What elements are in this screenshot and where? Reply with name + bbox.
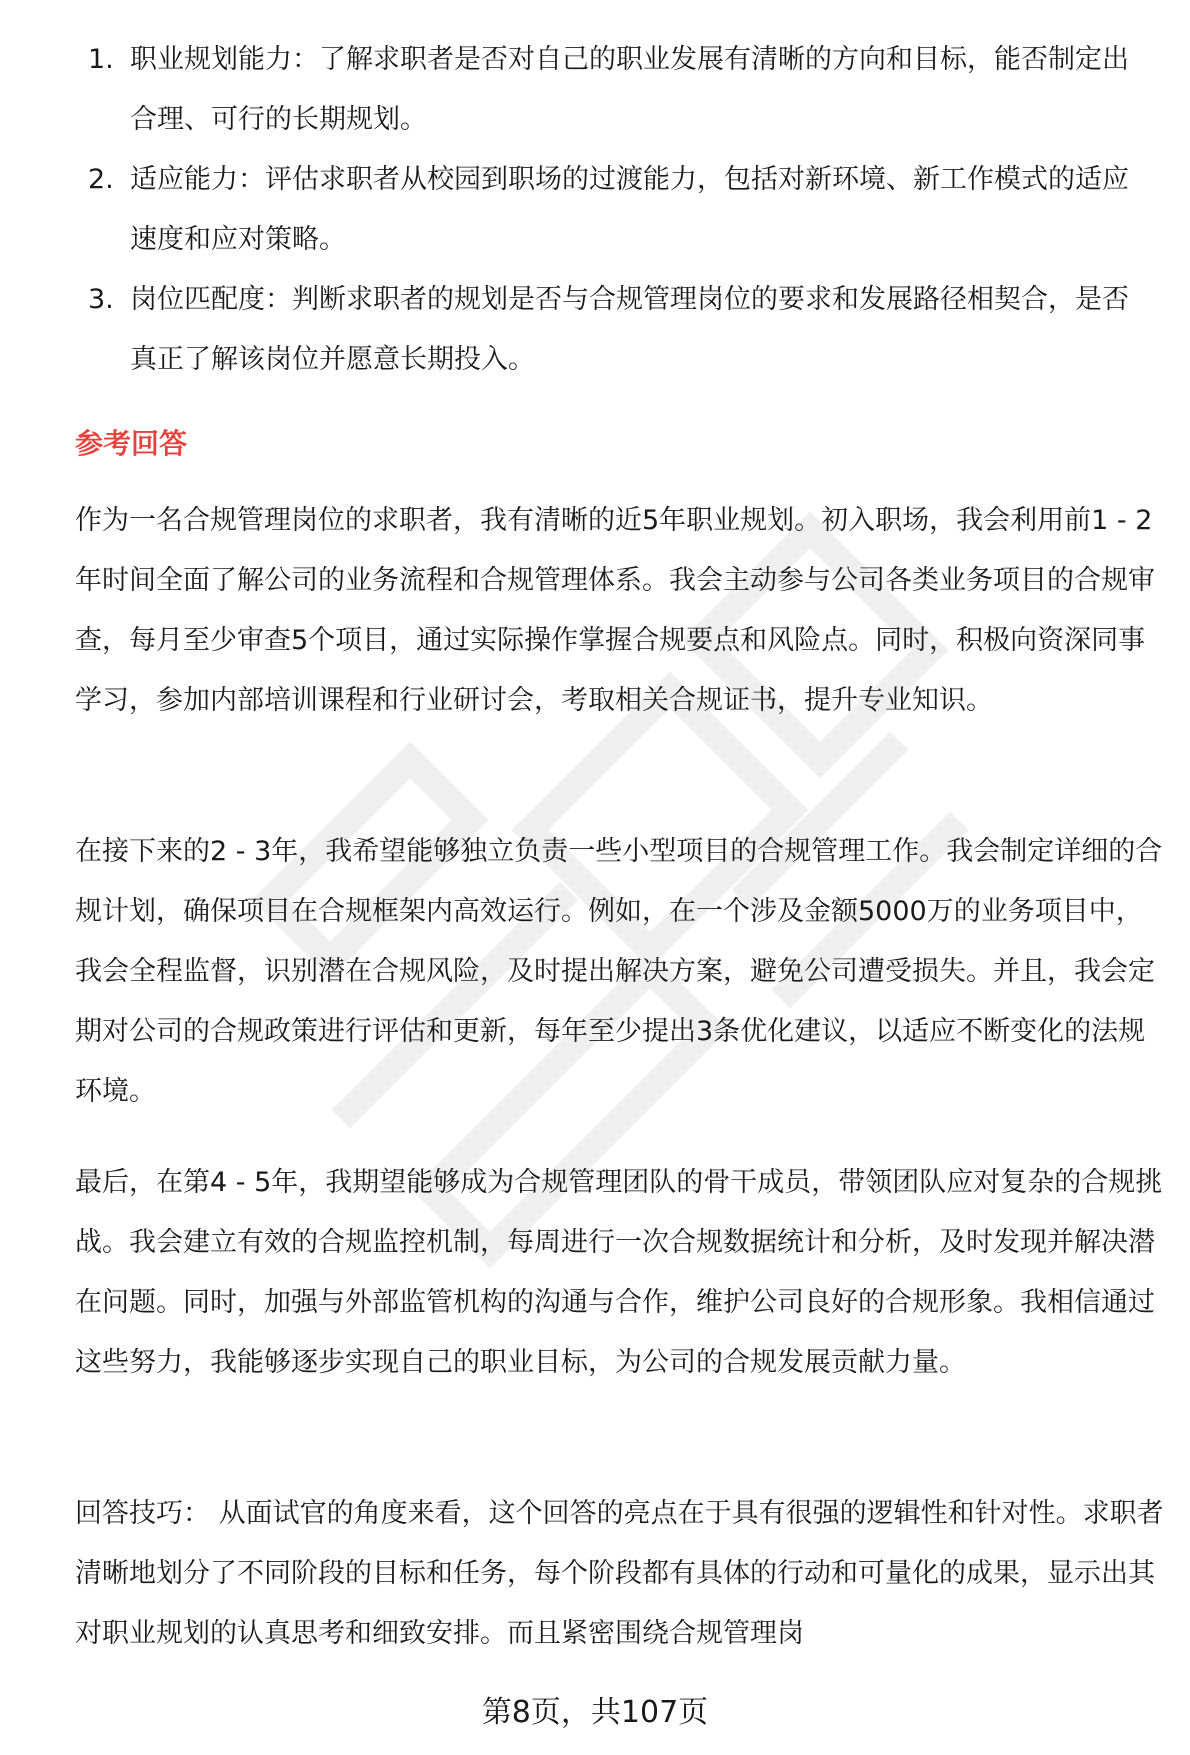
criteria-item bbox=[88, 30, 1148, 150]
criteria-item bbox=[88, 270, 1148, 390]
page-footer bbox=[0, 1683, 1190, 1743]
criteria-number: 2. bbox=[88, 164, 114, 195]
criteria-text: 职业规划能力：了解求职者是否对自己的职业发展有清晰的方向和目标，能否制定出合理、可行的长期规划。 bbox=[130, 44, 1129, 135]
answer-paragraph: 在接下来的2 - 3年，我希望能够独立负责一些小型项目的合规管理工作。我会制定详细的合规计划，确保项目在合规框架内高效运行。例如，在一个涉及金额5000万的业务项目中，我会全程监督，识别潜在合规风险，及时提出解决方案，避免公司遭受损失。并且，我会定期对公司的合规政策进行评估和更新，每年至少提出3条优化建议，以适应不断变化的法规环境。 bbox=[75, 836, 1163, 1107]
page-number-label: 第8页，共107页 bbox=[481, 1695, 709, 1730]
criteria-number: 3. bbox=[88, 284, 114, 315]
answer-tips-paragraph: 回答技巧： 从面试官的角度来看，这个回答的亮点在于具有很强的逻辑性和针对性。求职者清晰地划分了不同阶段的目标和任务，每个阶段都有具体的行动和可量化的成果，显示出其对职业规划的认真思考和细致安排。而且紧密围绕合规管理岗 bbox=[75, 1498, 1164, 1649]
criteria-item bbox=[88, 150, 1148, 270]
reference-answer-heading: 参考回答 bbox=[75, 427, 188, 460]
answer-paragraph: 作为一名合规管理岗位的求职者，我有清晰的近5年职业规划。初入职场，我会利用前1 - 2年时间全面了解公司的业务流程和合规管理体系。我会主动参与公司各类业务项目的合规审查，每月至少审查5个项目，通过实际操作掌握合规要点和风险点。同时，积极向资深同事学习，参加内部培训课程和行业研讨会，考取相关合规证书，提升专业知识。 bbox=[75, 505, 1155, 716]
criteria-number: 1. bbox=[88, 44, 114, 75]
criteria-text: 岗位匹配度：判断求职者的规划是否与合规管理岗位的要求和发展路径相契合，是否真正了解该岗位并愿意长期投入。 bbox=[130, 284, 1129, 375]
evaluation-criteria-list bbox=[88, 30, 1148, 390]
criteria-text: 适应能力：评估求职者从校园到职场的过渡能力，包括对新环境、新工作模式的适应速度和应对策略。 bbox=[130, 164, 1129, 255]
answer-paragraph: 最后，在第4 - 5年，我期望能够成为合规管理团队的骨干成员，带领团队应对复杂的合规挑战。我会建立有效的合规监控机制，每周进行一次合规数据统计和分析，及时发现并解决潜在问题。同时，加强与外部监管机构的沟通与合作，维护公司良好的合规形象。我相信通过这些努力，我能够逐步实现自己的职业目标，为公司的合规发展贡献力量。 bbox=[75, 1167, 1163, 1378]
